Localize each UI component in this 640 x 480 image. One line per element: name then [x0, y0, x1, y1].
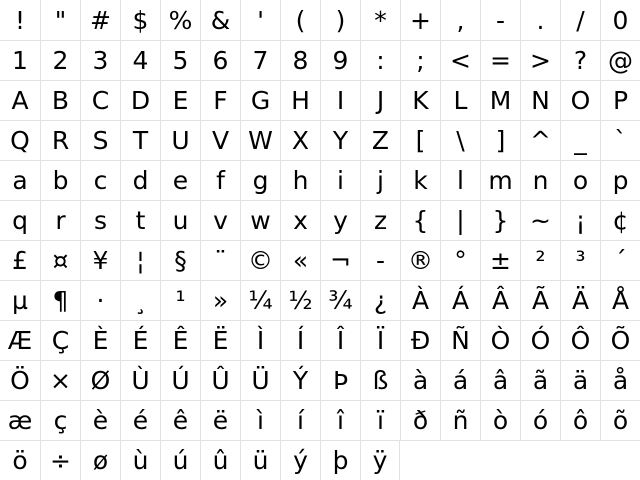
- glyph-cell: Ð: [400, 320, 440, 360]
- glyph-cell: ²: [520, 240, 560, 280]
- glyph-cell: §: [160, 240, 200, 280]
- glyph-cell: ³: [560, 240, 600, 280]
- glyph-cell: {: [400, 200, 440, 240]
- glyph-cell: Ø: [80, 360, 120, 400]
- glyph-cell: t: [120, 200, 160, 240]
- glyph-cell: k: [400, 160, 440, 200]
- glyph-cell: ð: [400, 400, 440, 440]
- glyph-cell: ±: [480, 240, 520, 280]
- glyph-cell: ¶: [40, 280, 80, 320]
- glyph-cell: ß: [360, 360, 400, 400]
- glyph-cell: $: [120, 0, 160, 40]
- glyph-cell: l: [440, 160, 480, 200]
- glyph-cell: ù: [120, 440, 160, 480]
- empty-cell: [560, 440, 600, 480]
- glyph-cell: d: [120, 160, 160, 200]
- glyph-cell: u: [160, 200, 200, 240]
- glyph-cell: ¢: [600, 200, 640, 240]
- glyph-cell: i: [320, 160, 360, 200]
- glyph-cell: ?: [560, 40, 600, 80]
- glyph-cell: T: [120, 120, 160, 160]
- glyph-cell: g: [240, 160, 280, 200]
- glyph-cell: ê: [160, 400, 200, 440]
- glyph-cell: Ù: [120, 360, 160, 400]
- glyph-cell: E: [160, 80, 200, 120]
- glyph-cell: n: [520, 160, 560, 200]
- glyph-cell: ¡: [560, 200, 600, 240]
- glyph-cell: Ò: [480, 320, 520, 360]
- glyph-cell: b: [40, 160, 80, 200]
- glyph-cell: ú: [160, 440, 200, 480]
- glyph-cell: Ñ: [440, 320, 480, 360]
- glyph-cell: »: [200, 280, 240, 320]
- glyph-cell: û: [200, 440, 240, 480]
- glyph-cell: ñ: [440, 400, 480, 440]
- glyph-cell: ý: [280, 440, 320, 480]
- glyph-cell: ": [40, 0, 80, 40]
- glyph-cell: -: [360, 240, 400, 280]
- glyph-cell: ¼: [240, 280, 280, 320]
- glyph-cell: #: [80, 0, 120, 40]
- glyph-cell: S: [80, 120, 120, 160]
- glyph-cell: å: [600, 360, 640, 400]
- glyph-cell: +: [400, 0, 440, 40]
- glyph-cell: á: [440, 360, 480, 400]
- glyph-cell: ·: [80, 280, 120, 320]
- glyph-cell: ç: [40, 400, 80, 440]
- glyph-cell: (: [280, 0, 320, 40]
- empty-cell: [520, 440, 560, 480]
- glyph-cell: M: [480, 80, 520, 120]
- glyph-cell: µ: [0, 280, 40, 320]
- glyph-cell: W: [240, 120, 280, 160]
- glyph-cell: ×: [40, 360, 80, 400]
- glyph-cell: ë: [200, 400, 240, 440]
- glyph-cell: I: [320, 80, 360, 120]
- glyph-cell: È: [80, 320, 120, 360]
- glyph-cell: ®: [400, 240, 440, 280]
- glyph-cell: Ì: [240, 320, 280, 360]
- glyph-cell: ¥: [80, 240, 120, 280]
- glyph-cell: %: [160, 0, 200, 40]
- glyph-cell: 3: [80, 40, 120, 80]
- glyph-cell: 0: [600, 0, 640, 40]
- glyph-cell: c: [80, 160, 120, 200]
- glyph-cell: þ: [320, 440, 360, 480]
- glyph-cell: £: [0, 240, 40, 280]
- glyph-cell: ò: [480, 400, 520, 440]
- glyph-cell: Q: [0, 120, 40, 160]
- glyph-cell: 7: [240, 40, 280, 80]
- glyph-cell: r: [40, 200, 80, 240]
- glyph-cell: ': [240, 0, 280, 40]
- empty-cell: [400, 440, 440, 480]
- glyph-cell: ã: [520, 360, 560, 400]
- glyph-cell: K: [400, 80, 440, 120]
- empty-cell: [600, 440, 640, 480]
- glyph-cell: p: [600, 160, 640, 200]
- glyph-cell: Ê: [160, 320, 200, 360]
- glyph-cell: Ã: [520, 280, 560, 320]
- glyph-cell: P: [600, 80, 640, 120]
- glyph-cell: Z: [360, 120, 400, 160]
- glyph-cell: >: [520, 40, 560, 80]
- glyph-cell: h: [280, 160, 320, 200]
- glyph-cell: Û: [200, 360, 240, 400]
- glyph-cell: Î: [320, 320, 360, 360]
- glyph-cell: Ö: [0, 360, 40, 400]
- glyph-cell: â: [480, 360, 520, 400]
- glyph-cell: o: [560, 160, 600, 200]
- glyph-cell: H: [280, 80, 320, 120]
- glyph-cell: à: [400, 360, 440, 400]
- glyph-cell: j: [360, 160, 400, 200]
- glyph-cell: 4: [120, 40, 160, 80]
- glyph-cell: ô: [560, 400, 600, 440]
- glyph-cell: Ï: [360, 320, 400, 360]
- glyph-cell: Ë: [200, 320, 240, 360]
- glyph-cell: ö: [0, 440, 40, 480]
- glyph-cell: ): [320, 0, 360, 40]
- glyph-cell: ï: [360, 400, 400, 440]
- glyph-cell: ~: [520, 200, 560, 240]
- glyph-cell: Á: [440, 280, 480, 320]
- glyph-cell: \: [440, 120, 480, 160]
- glyph-cell: Í: [280, 320, 320, 360]
- empty-cell: [440, 440, 480, 480]
- glyph-cell: 9: [320, 40, 360, 80]
- glyph-cell: .: [520, 0, 560, 40]
- glyph-cell: 6: [200, 40, 240, 80]
- glyph-cell: ü: [240, 440, 280, 480]
- glyph-cell: R: [40, 120, 80, 160]
- glyph-cell: A: [0, 80, 40, 120]
- glyph-cell: Y: [320, 120, 360, 160]
- glyph-cell: î: [320, 400, 360, 440]
- glyph-cell: 5: [160, 40, 200, 80]
- glyph-cell: ä: [560, 360, 600, 400]
- glyph-cell: ½: [280, 280, 320, 320]
- glyph-cell: &: [200, 0, 240, 40]
- glyph-cell: ´: [600, 240, 640, 280]
- glyph-cell: Ç: [40, 320, 80, 360]
- glyph-cell: q: [0, 200, 40, 240]
- glyph-cell: L: [440, 80, 480, 120]
- glyph-cell: ¨: [200, 240, 240, 280]
- glyph-cell: -: [480, 0, 520, 40]
- glyph-cell: Ó: [520, 320, 560, 360]
- glyph-cell: w: [240, 200, 280, 240]
- glyph-cell: Õ: [600, 320, 640, 360]
- glyph-cell: ©: [240, 240, 280, 280]
- glyph-cell: Ü: [240, 360, 280, 400]
- glyph-cell: «: [280, 240, 320, 280]
- glyph-cell: Ä: [560, 280, 600, 320]
- glyph-cell: ¤: [40, 240, 80, 280]
- glyph-cell: À: [400, 280, 440, 320]
- glyph-cell: ¿: [360, 280, 400, 320]
- glyph-cell: U: [160, 120, 200, 160]
- glyph-cell: ó: [520, 400, 560, 440]
- glyph-cell: ¹: [160, 280, 200, 320]
- glyph-cell: v: [200, 200, 240, 240]
- glyph-cell: Ú: [160, 360, 200, 400]
- glyph-cell: É: [120, 320, 160, 360]
- glyph-cell: _: [560, 120, 600, 160]
- glyph-cell: a: [0, 160, 40, 200]
- glyph-cell: V: [200, 120, 240, 160]
- glyph-cell: Â: [480, 280, 520, 320]
- glyph-cell: Þ: [320, 360, 360, 400]
- glyph-cell: ,: [440, 0, 480, 40]
- glyph-cell: 8: [280, 40, 320, 80]
- glyph-cell: ì: [240, 400, 280, 440]
- glyph-cell: é: [120, 400, 160, 440]
- glyph-cell: =: [480, 40, 520, 80]
- glyph-cell: <: [440, 40, 480, 80]
- glyph-cell: X: [280, 120, 320, 160]
- glyph-cell: Ý: [280, 360, 320, 400]
- glyph-cell: [: [400, 120, 440, 160]
- glyph-cell: ¬: [320, 240, 360, 280]
- glyph-cell: }: [480, 200, 520, 240]
- glyph-cell: *: [360, 0, 400, 40]
- glyph-cell: D: [120, 80, 160, 120]
- glyph-cell: ¸: [120, 280, 160, 320]
- glyph-cell: ¦: [120, 240, 160, 280]
- glyph-cell: ;: [400, 40, 440, 80]
- glyph-cell: :: [360, 40, 400, 80]
- glyph-cell: ÷: [40, 440, 80, 480]
- glyph-cell: Ô: [560, 320, 600, 360]
- glyph-cell: J: [360, 80, 400, 120]
- glyph-cell: N: [520, 80, 560, 120]
- glyph-cell: í: [280, 400, 320, 440]
- glyph-cell: Å: [600, 280, 640, 320]
- glyph-cell: B: [40, 80, 80, 120]
- glyph-cell: ]: [480, 120, 520, 160]
- glyph-cell: ¾: [320, 280, 360, 320]
- glyph-cell: s: [80, 200, 120, 240]
- glyph-cell: @: [600, 40, 640, 80]
- glyph-cell: F: [200, 80, 240, 120]
- glyph-cell: y: [320, 200, 360, 240]
- glyph-cell: °: [440, 240, 480, 280]
- glyph-cell: f: [200, 160, 240, 200]
- glyph-cell: ^: [520, 120, 560, 160]
- glyph-cell: `: [600, 120, 640, 160]
- glyph-cell: m: [480, 160, 520, 200]
- glyph-cell: |: [440, 200, 480, 240]
- glyph-cell: è: [80, 400, 120, 440]
- glyph-cell: 1: [0, 40, 40, 80]
- glyph-cell: æ: [0, 400, 40, 440]
- glyph-cell: ÿ: [360, 440, 400, 480]
- glyph-cell: z: [360, 200, 400, 240]
- glyph-cell: x: [280, 200, 320, 240]
- glyph-cell: G: [240, 80, 280, 120]
- glyph-cell: ø: [80, 440, 120, 480]
- glyph-cell: /: [560, 0, 600, 40]
- glyph-cell: Æ: [0, 320, 40, 360]
- glyph-cell: 2: [40, 40, 80, 80]
- glyph-cell: õ: [600, 400, 640, 440]
- glyph-cell: O: [560, 80, 600, 120]
- empty-cell: [480, 440, 520, 480]
- glyph-cell: C: [80, 80, 120, 120]
- glyph-cell: e: [160, 160, 200, 200]
- glyph-cell: !: [14, 5, 26, 35]
